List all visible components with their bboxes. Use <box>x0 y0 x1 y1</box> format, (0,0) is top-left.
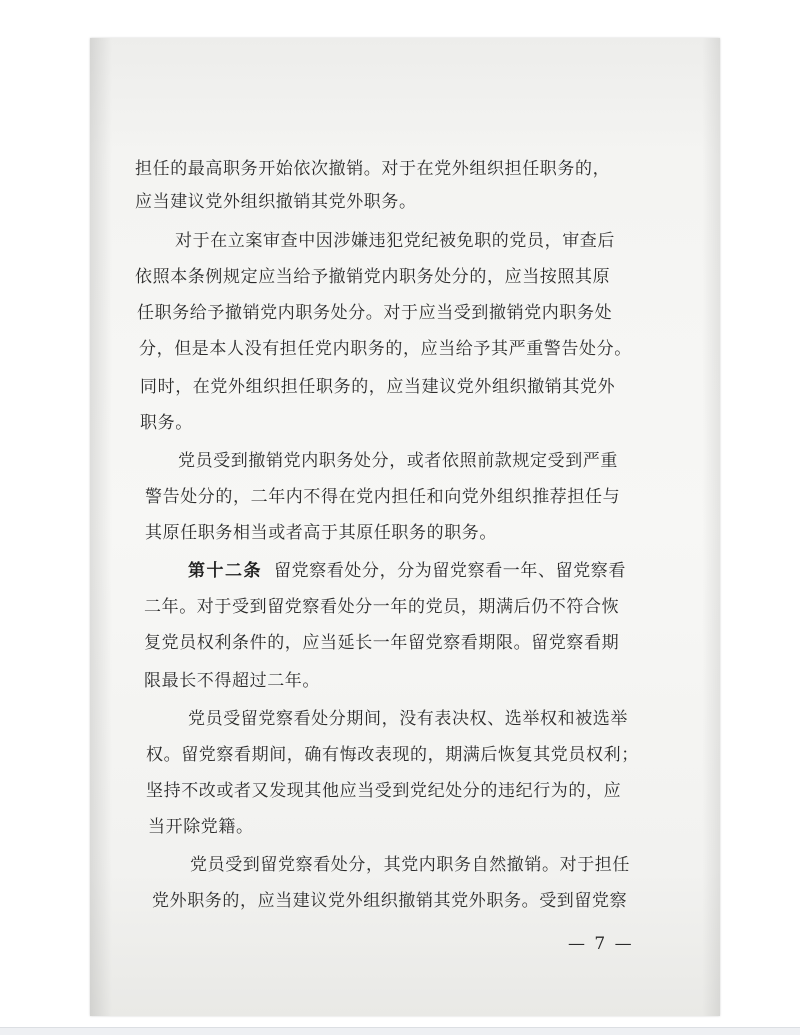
text-line: 对于在立案审查中因涉嫌违犯党纪被免职的党员，审查后 <box>175 231 615 251</box>
text-line: 依照本条例规定应当给予撤销党内职务处分的，应当按照其原 <box>135 267 611 287</box>
text-line: 党员受到留党察看处分，其党内职务自然撤销。对于担任 <box>190 855 630 875</box>
text-line: 限最长不得超过二年。 <box>144 671 320 691</box>
scanned-page <box>90 38 720 1016</box>
text-line: 留党察看处分，分为留党察看一年、留党察看 <box>274 561 626 581</box>
text-line: 权。留党察看期间，确有悔改表现的，期满后恢复其党员权利； <box>146 745 639 765</box>
text-line: 党员受留党察看处分期间，没有表决权、选举权和被选举 <box>188 709 628 729</box>
text-line: 同时，在党外组织担任职务的，应当建议党外组织撤销其党外 <box>140 377 616 397</box>
text-line: 分，但是本人没有担任党内职务的，应当给予其严重警告处分。 <box>139 339 632 359</box>
text-line: 警告处分的，二年内不得在党内担任和向党外组织推荐担任与 <box>145 487 621 507</box>
text-line: 应当建议党外组织撤销其党外职务。 <box>135 192 417 212</box>
text-line: 职务。 <box>140 413 193 433</box>
text-line: 担任的最高职务开始依次撤销。对于在党外组织担任职务的， <box>135 159 611 179</box>
text-line: 任职务给予撤销党内职务处分。对于应当受到撤销党内职务处 <box>137 303 613 323</box>
text-line: 党外职务的，应当建议党外组织撤销其党外职务。受到留党察 <box>152 891 628 911</box>
viewer-bottom-edge <box>0 1027 800 1035</box>
text-line: 当开除党籍。 <box>148 817 254 837</box>
text-line: 复党员权利条件的，应当延长一年留党察看期限。留党察看期 <box>144 633 620 653</box>
text-line: 坚持不改或者又发现其他应当受到党纪处分的违纪行为的，应 <box>146 781 622 801</box>
page-number: — 7 — <box>568 934 634 954</box>
article-number: 第十二条 <box>188 561 262 581</box>
text-line: 二年。对于受到留党察看处分一年的党员，期满后仍不符合恢 <box>144 597 620 617</box>
article-line <box>188 560 626 582</box>
text-line: 其原任职务相当或者高于其原任职务的职务。 <box>145 523 497 543</box>
text-line: 党员受到撤销党内职务处分，或者依照前款规定受到严重 <box>178 451 618 471</box>
